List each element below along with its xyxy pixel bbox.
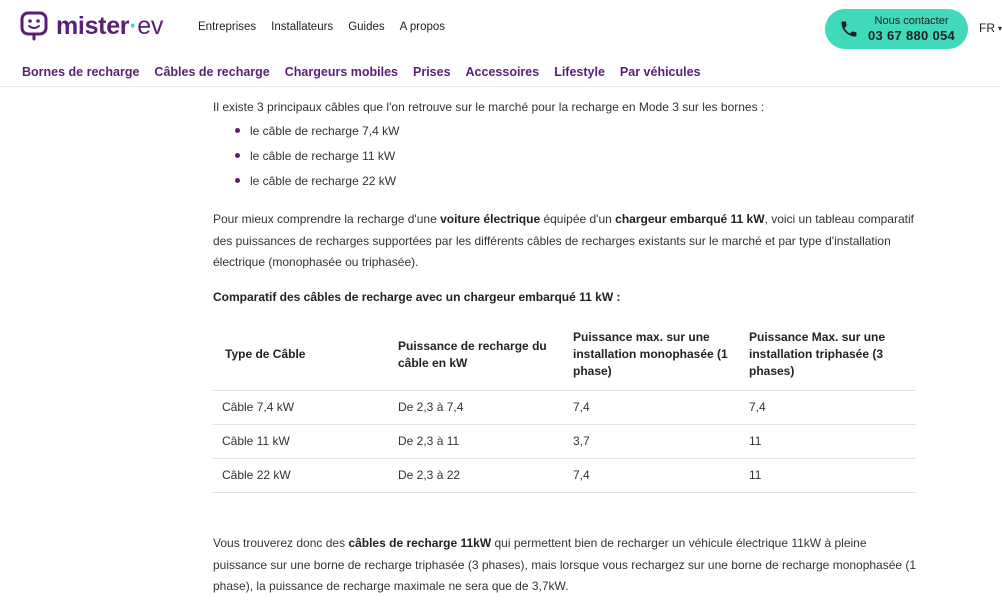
nav-link-entreprises[interactable]: Entreprises	[198, 21, 257, 33]
comparison-table	[213, 320, 916, 493]
list-item: le câble de recharge 7,4 kW	[235, 124, 399, 149]
conclusion-paragraph: Vous trouverez donc des câbles de recharge 11kW qui permettent bien de recharger un véhicule électrique 11kW à pleine puissance sur une borne de recharge triphasée (3 phases), mais lorsque vous rechargez sur une borne de recharge monophasée (1 phase), la puissance de recharge maximale ne sera que de 3,7kW.	[213, 536, 917, 593]
phone-icon	[839, 19, 859, 39]
table-header: Puissance max. sur une installation monophasée (1 phase)	[563, 320, 739, 390]
table-cell: 7,4	[739, 390, 916, 424]
table-cell: Câble 22 kW	[213, 458, 388, 492]
contact-label: Nous contacter	[874, 14, 949, 27]
table-cell: Câble 7,4 kW	[213, 390, 388, 424]
site-header	[0, 0, 1000, 58]
language-selector[interactable]	[979, 21, 1002, 35]
contact-phone: 03 67 880 054	[868, 27, 956, 43]
table-cell: 3,7	[563, 424, 739, 458]
category-cables-de-recharge[interactable]: Câbles de recharge	[154, 65, 270, 79]
cable-list	[235, 124, 399, 199]
table-cell: De 2,3 à 22	[388, 458, 563, 492]
table-cell: 11	[739, 424, 916, 458]
chevron-down-icon: ▾	[998, 23, 1002, 33]
contact-button[interactable]	[825, 9, 968, 49]
table-cell: 7,4	[563, 390, 739, 424]
category-prises[interactable]: Prises	[413, 65, 451, 79]
table-header: Puissance de recharge du câble en kW	[388, 320, 563, 390]
header-divider	[0, 86, 1000, 87]
top-nav	[198, 21, 445, 33]
table-row	[213, 424, 916, 458]
category-par-vehicules[interactable]: Par véhicules	[619, 65, 701, 79]
language-label: FR	[979, 21, 995, 35]
nav-link-a-propos[interactable]: A propos	[399, 21, 446, 33]
category-bornes-de-recharge[interactable]: Bornes de recharge	[22, 65, 140, 79]
logo-text: mister·ev	[56, 12, 164, 40]
table-title: Comparatif des câbles de recharge avec un chargeur embarqué 11 kW :	[213, 290, 621, 304]
table-cell: De 2,3 à 11	[388, 424, 563, 458]
table-row	[213, 458, 916, 492]
table-cell: De 2,3 à 7,4	[388, 390, 563, 424]
nav-link-installateurs[interactable]: Installateurs	[271, 21, 334, 33]
category-nav	[22, 65, 701, 79]
table-header: Puissance Max. sur une installation triphasée (3 phases)	[739, 320, 916, 390]
table-cell: Câble 11 kW	[213, 424, 388, 458]
table-header-row	[213, 320, 916, 390]
category-chargeurs-mobiles[interactable]: Chargeurs mobiles	[284, 65, 398, 79]
table-row	[213, 390, 916, 424]
list-item: le câble de recharge 22 kW	[235, 174, 399, 199]
table-cell: 11	[739, 458, 916, 492]
intro-paragraph: Il existe 3 principaux câbles que l'on retrouve sur le marché pour la recharge en Mode 3 sur les bornes :	[213, 100, 765, 114]
category-lifestyle[interactable]: Lifestyle	[554, 65, 605, 79]
logo[interactable]	[20, 11, 163, 41]
plug-face-icon	[20, 11, 48, 41]
table-header: Type de Câble	[213, 320, 388, 390]
category-accessoires[interactable]: Accessoires	[465, 65, 540, 79]
nav-link-guides[interactable]: Guides	[348, 21, 385, 33]
list-item: le câble de recharge 11 kW	[235, 149, 399, 174]
comparison-paragraph: Pour mieux comprendre la recharge d'une voiture électrique équipée d'un chargeur embarqué 11 kW, voici un tableau comparatif des puissances de recharges supportées par les différents câbles de recharges existants sur le marché et par type d'installation électrique (monophasée ou triphasée).	[213, 212, 914, 269]
table-cell: 7,4	[563, 458, 739, 492]
